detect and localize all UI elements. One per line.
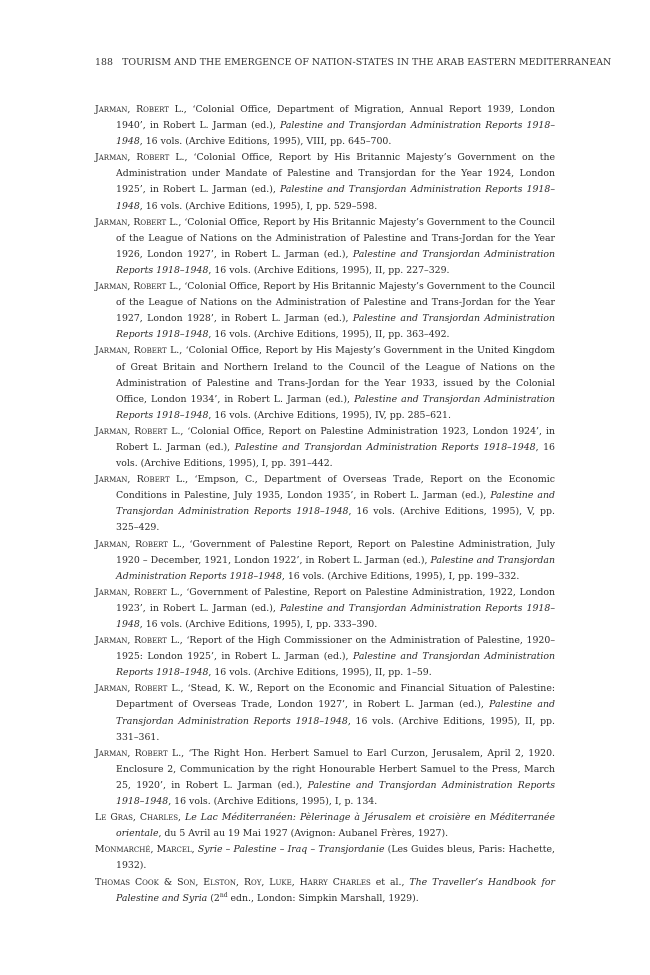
- entry-text: ‘Colonial Office, Report by His Britannic Majesty’s Government to the Council of the League of Nations on the Administration of Palestine and Trans-Jordan for the Year 1927, London 1928’, in Robert L. Jarman (ed.),: [116, 281, 555, 325]
- bibliography-entry: [95, 150, 555, 214]
- entry-details: , 16 vols. (Archive Editions, 1995), I, pp. 391–442.: [116, 441, 555, 470]
- entry-details: (Les Guides bleus, Paris: Hachette, 1932).: [116, 844, 555, 872]
- bibliography-entry: [95, 681, 555, 745]
- entry-author: Monmarché, Marcel,: [95, 844, 195, 856]
- entry-title: Palestine and Transjordan Administration Reports 1918–1948: [116, 651, 555, 679]
- bibliography-entry: [95, 842, 555, 874]
- entry-author: Jarman, Robert L.,: [95, 586, 183, 598]
- entry-title: Palestine and Transjordan Administration Reports 1918–1948: [116, 602, 555, 630]
- bibliography-entry: [95, 746, 555, 810]
- entry-text: et al.,: [370, 876, 410, 888]
- entry-details: , 16 vols. (Archive Editions, 1995), I, pp. 199–332.: [281, 570, 520, 582]
- entry-title: Palestine and Transjordan Administration Reports 1918–1948: [116, 779, 555, 808]
- running-title: TOURISM AND THE EMERGENCE OF NATION-STATES IN THE ARAB EASTERN MEDITERRANEAN: [122, 57, 612, 68]
- entry-details: , 16 vols. (Archive Editions, 1995), V, pp. 325–429.: [116, 506, 555, 534]
- entry-details: , 16 vols. (Archive Editions, 1995), I, p. 134.: [168, 796, 378, 808]
- entry-text: ‘Stead, K. W., Report on the Economic and Financial Situation of Palestine: Department of Overseas Trade, London 1927’, in Robert L. Jarman (ed.),: [116, 683, 555, 711]
- entry-text: ‘Government of Palestine, Report on Palestine Administration, 1922, London 1923’, in Robert L. Jarman (ed.),: [116, 586, 555, 614]
- bibliography-entry: [95, 279, 555, 343]
- entry-title: Palestine and Transjordan Administration Reports 1918–1948: [116, 313, 555, 341]
- bibliography-entry: [95, 343, 555, 423]
- entry-title: Palestine and Transjordan Administration Reports 1918–1948: [116, 393, 555, 421]
- bibliography-entry: [95, 472, 555, 536]
- entry-text: ‘Colonial Office, Department of Migration, Annual Report 1939, London 1940’, in Robert L. Jarman (ed.),: [116, 104, 556, 132]
- entry-details: , 16 vols. (Archive Editions, 1995), II, pp. 227–329.: [208, 264, 450, 276]
- entry-text: ‘Colonial Office, Report by His Britannic Majesty’s Government to the Council of the League of Nations on the Administration of Palestine and Trans-Jordan for the Year 1926, London 1927’, in Robert L. Jarman (ed.),: [116, 216, 555, 260]
- entry-details: , 16 vols. (Archive Editions, 1995), II, pp. 331–361.: [116, 715, 556, 743]
- running-header: [95, 57, 612, 68]
- entry-details: (2: [207, 892, 220, 904]
- entry-details: , 16 vols. (Archive Editions, 1995), IV, pp. 285–621.: [208, 409, 451, 421]
- entry-title: Palestine and Transjordan Administration Reports 1918–1948: [116, 248, 555, 276]
- entry-text: ‘Empson, C., Department of Overseas Trade, Report on the Economic Conditions in Palestine, July 1935, London 1935’, in Robert L. Jarman (ed.),: [116, 474, 555, 502]
- bibliography-entry: [95, 585, 555, 633]
- entry-author: Le Gras, Charles,: [95, 812, 182, 824]
- entry-text: ‘Colonial Office, Report on Palestine Administration 1923, London 1924’, in Robert L. Jarman (ed.),: [116, 425, 555, 453]
- entry-details: , 16 vols. (Archive Editions, 1995), I, pp. 529–598.: [139, 200, 378, 212]
- entry-author: Jarman, Robert L.,: [95, 425, 184, 437]
- entry-title: Palestine and Transjordan Administration Reports 1918–1948: [116, 699, 555, 727]
- entry-text: ‘Colonial Office, Report by His Majesty’s Government in the United Kingdom of Great Britain and Northern Ireland to the Council of the League of Nations on the Administration of Palestine and Trans-Jordan for the Year 1933, issued by the Colonial Office, London 1934’, in Robert L. Jarman (ed.),: [116, 345, 555, 405]
- entry-author: Jarman, Robert L.,: [95, 474, 189, 486]
- entry-details-end: edn., London: Simpkin Marshall, 1929).: [227, 892, 419, 904]
- entry-details: , 16 vols. (Archive Editions, 1995), II, pp. 1–59.: [208, 667, 432, 679]
- bibliography-entry: [95, 633, 555, 681]
- entry-author: Jarman, Robert L.,: [95, 683, 184, 695]
- entry-author: Jarman, Robert L.,: [95, 345, 183, 357]
- entry-author: Thomas Cook & Son, Elston, Roy, Luke, Harry Charles: [95, 876, 371, 888]
- entry-title: Le Lac Méditerranéen: Pèlerinage à Jérusalem et croisière en Méditerranée orientale: [116, 812, 555, 840]
- entry-details: , du 5 Avril au 19 Mai 1927 (Avignon: Aubanel Frères, 1927).: [158, 828, 449, 840]
- bibliography-entry: [95, 810, 555, 842]
- entry-details: , 16 vols. (Archive Editions, 1995), II, pp. 363–492.: [208, 329, 450, 341]
- entry-title: Palestine and Transjordan Administration Reports 1918–1948: [234, 441, 536, 453]
- entry-author: Jarman, Robert L.,: [95, 281, 182, 293]
- page-number: 188: [95, 57, 114, 68]
- bibliography-entry: [95, 537, 555, 585]
- entry-text: ‘Colonial Office, Report by His Britannic Majesty’s Government on the Administration under Mandate of Palestine and Transjordan for the Year 1924, London 1925’, in Robert L. Jarman (ed.),: [116, 152, 555, 196]
- bibliography-entry: [95, 875, 555, 907]
- entry-title: Palestine and Transjordan Administration Reports 1918–1948: [116, 490, 555, 518]
- entry-author: Jarman, Robert L.,: [95, 104, 187, 115]
- entry-title: Syrie – Palestine – Iraq – Transjordanie: [197, 844, 385, 856]
- bibliography-entry: [95, 424, 555, 472]
- entry-author: Jarman, Robert L.,: [95, 152, 188, 164]
- bibliography-entry: [95, 215, 555, 279]
- entry-author: Jarman, Robert L.,: [95, 216, 182, 228]
- ordinal-superscript: nd: [219, 891, 228, 899]
- entry-text: ‘Report of the High Commissioner on the Administration of Palestine, 1920–1925: London 1925’, in Robert L. Jarman (ed.),: [116, 635, 555, 663]
- entry-details: , 16 vols. (Archive Editions, 1995), I, pp. 333–390.: [139, 619, 378, 630]
- entry-text: ‘Government of Palestine Report, Report on Palestine Administration, July 1920 – December, 1921, London 1922’, in Robert L. Jarman (ed.),: [116, 538, 555, 566]
- entry-title: Palestine and Transjordan Administration Reports 1918–1948: [116, 554, 555, 582]
- entry-title: Palestine and Transjordan Administration Reports 1918–1948: [116, 184, 555, 212]
- entry-author: Jarman, Robert L.,: [95, 635, 183, 647]
- bibliography-entry: [95, 102, 555, 150]
- entry-author: Jarman, Robert L.,: [95, 538, 185, 550]
- entry-title: Palestine and Transjordan Administration Reports 1918–1948: [116, 120, 555, 148]
- entry-details: , 16 vols. (Archive Editions, 1995), VIII, pp. 645–700.: [139, 136, 392, 148]
- entry-text: ‘The Right Hon. Herbert Samuel to Earl Curzon, Jerusalem, April 2, 1920. Enclosure 2, Communication by the right Honourable Herbert Samuel to the Press, March 25, 1920’, in Robert L. Jarman (ed.),: [116, 747, 555, 791]
- bibliography-list: [95, 102, 555, 907]
- entry-title: The Traveller’s Handbook for Palestine and Syria: [116, 876, 555, 904]
- entry-author: Jarman, Robert L.,: [95, 747, 185, 759]
